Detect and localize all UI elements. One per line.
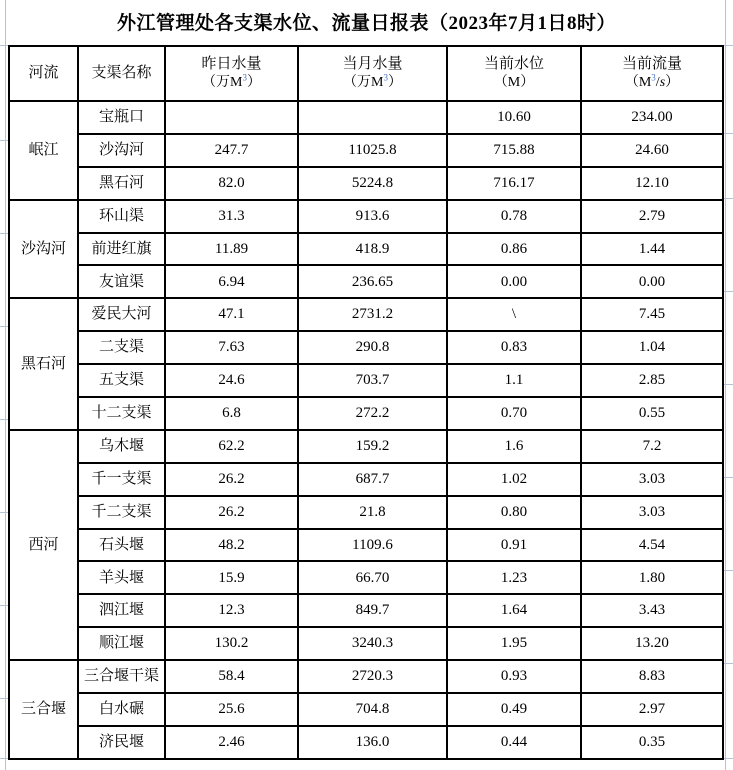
yesterday-volume-cell: 6.8 — [165, 397, 298, 430]
canal-name-cell: 羊头堰 — [78, 561, 165, 594]
table-row — [9, 167, 723, 200]
current-flow-cell: 1.04 — [581, 331, 723, 364]
table-row — [9, 200, 723, 233]
col-header-yesterday-volume: 昨日水量 （万$M^3$） — [165, 46, 298, 101]
table-row — [9, 561, 723, 594]
month-volume-cell: 913.6 — [298, 200, 447, 233]
current-level-cell: 1.1 — [447, 364, 581, 397]
water-report-table — [8, 45, 724, 760]
yesterday-volume-cell: 130.2 — [165, 627, 298, 660]
current-flow-cell: 0.00 — [581, 265, 723, 298]
sheet-gridline — [0, 419, 8, 420]
current-flow-cell: 3.03 — [581, 463, 723, 496]
sheet-gridline — [725, 0, 726, 770]
yesterday-volume-cell: 25.6 — [165, 693, 298, 726]
yesterday-volume-cell: 7.63 — [165, 331, 298, 364]
current-level-cell: 10.60 — [447, 101, 581, 134]
current-flow-cell: 0.55 — [581, 397, 723, 430]
yesterday-volume-cell: 82.0 — [165, 167, 298, 200]
river-cell: 西河 — [9, 430, 78, 660]
superscript-3: 3 — [383, 72, 388, 83]
canal-name-cell: 沙沟河 — [78, 134, 165, 167]
yesterday-volume-cell: 47.1 — [165, 298, 298, 331]
month-volume-cell: 3240.3 — [298, 627, 447, 660]
canal-name-cell: 济民堰 — [78, 726, 165, 759]
current-flow-cell: 3.43 — [581, 594, 723, 627]
table-row — [9, 627, 723, 660]
canal-name-cell: 乌木堰 — [78, 430, 165, 463]
yesterday-volume-cell: 12.3 — [165, 594, 298, 627]
canal-name-cell: 顺江堰 — [78, 627, 165, 660]
sheet-gridline — [0, 698, 8, 699]
col-header-current-flow: 当前流量 $(M^3/s)$ — [581, 46, 723, 101]
current-flow-cell: 2.85 — [581, 364, 723, 397]
current-flow-cell: 24.60 — [581, 134, 723, 167]
sheet-gridline — [0, 326, 8, 327]
table-row — [9, 726, 723, 759]
canal-name-cell: 爱民大河 — [78, 298, 165, 331]
current-flow-cell: 2.97 — [581, 693, 723, 726]
current-level-cell: 0.80 — [447, 496, 581, 529]
month-volume-cell — [298, 101, 447, 134]
table-row — [9, 693, 723, 726]
current-level-cell: 1.95 — [447, 627, 581, 660]
canal-name-cell: 宝瓶口 — [78, 101, 165, 134]
sheet-gridline — [0, 233, 8, 234]
canal-name-cell: 千二支渠 — [78, 496, 165, 529]
current-flow-cell: 1.80 — [581, 561, 723, 594]
sheet-gridline — [0, 605, 8, 606]
table-row — [9, 660, 723, 693]
current-flow-cell: 2.79 — [581, 200, 723, 233]
col-header-current-level: 当前水位 （M） — [447, 46, 581, 101]
current-level-cell: 0.86 — [447, 233, 581, 266]
river-cell: 三合堰 — [9, 660, 78, 759]
river-cell: 岷江 — [9, 101, 78, 200]
canal-name-cell: 白水碾 — [78, 693, 165, 726]
table-row — [9, 496, 723, 529]
month-volume-cell: 290.8 — [298, 331, 447, 364]
canal-name-cell: 十二支渠 — [78, 397, 165, 430]
table-row — [9, 134, 723, 167]
current-level-cell: 1.23 — [447, 561, 581, 594]
month-volume-cell: 703.7 — [298, 364, 447, 397]
current-level-cell: 716.17 — [447, 167, 581, 200]
month-volume-cell: 5224.8 — [298, 167, 447, 200]
table-row — [9, 430, 723, 463]
sheet-gridline — [0, 758, 8, 759]
current-level-cell: 1.64 — [447, 594, 581, 627]
current-level-cell: 0.44 — [447, 726, 581, 759]
month-volume-cell: 1109.6 — [298, 529, 447, 562]
table-row — [9, 331, 723, 364]
sheet-gridline — [0, 512, 8, 513]
month-volume-cell: 11025.8 — [298, 134, 447, 167]
yesterday-volume-cell: 48.2 — [165, 529, 298, 562]
month-volume-cell: 21.8 — [298, 496, 447, 529]
table-row — [9, 101, 723, 134]
table-row — [9, 233, 723, 266]
current-level-cell: 1.6 — [447, 430, 581, 463]
month-volume-cell: 849.7 — [298, 594, 447, 627]
current-level-cell: \ — [447, 298, 581, 331]
col-header-month-volume: 当月水量 （万$M^3$） — [298, 46, 447, 101]
yesterday-volume-cell: 24.6 — [165, 364, 298, 397]
month-volume-cell: 418.9 — [298, 233, 447, 266]
month-volume-cell: 236.65 — [298, 265, 447, 298]
yesterday-volume-cell: 15.9 — [165, 561, 298, 594]
current-level-cell: 0.78 — [447, 200, 581, 233]
yesterday-volume-cell: 247.7 — [165, 134, 298, 167]
canal-name-cell: 泗江堰 — [78, 594, 165, 627]
current-flow-cell: 3.03 — [581, 496, 723, 529]
river-cell: 黑石河 — [9, 298, 78, 430]
current-flow-cell: 4.54 — [581, 529, 723, 562]
canal-name-cell: 友谊渠 — [78, 265, 165, 298]
canal-name-cell: 三合堰干渠 — [78, 660, 165, 693]
current-level-cell: 0.70 — [447, 397, 581, 430]
month-volume-cell: 159.2 — [298, 430, 447, 463]
canal-name-cell: 环山渠 — [78, 200, 165, 233]
yesterday-volume-cell — [165, 101, 298, 134]
canal-name-cell: 黑石河 — [78, 167, 165, 200]
superscript-3: 3 — [242, 72, 247, 83]
current-flow-cell: 7.45 — [581, 298, 723, 331]
yesterday-volume-cell: 26.2 — [165, 496, 298, 529]
current-flow-cell: 1.44 — [581, 233, 723, 266]
sheet-gridline — [5, 0, 6, 770]
yesterday-volume-cell: 31.3 — [165, 200, 298, 233]
superscript-3: 3 — [651, 72, 656, 83]
current-level-cell: 0.93 — [447, 660, 581, 693]
current-flow-cell: 13.20 — [581, 627, 723, 660]
canal-name-cell: 前进红旗 — [78, 233, 165, 266]
table-header — [9, 46, 723, 101]
river-cell: 沙沟河 — [9, 200, 78, 299]
current-flow-cell: 234.00 — [581, 101, 723, 134]
table-row — [9, 594, 723, 627]
current-level-cell: 715.88 — [447, 134, 581, 167]
table-row — [9, 397, 723, 430]
canal-name-cell: 二支渠 — [78, 331, 165, 364]
report-title: 外江管理处各支渠水位、流量日报表（2023年7月1日8时） — [116, 13, 616, 34]
month-volume-cell: 66.70 — [298, 561, 447, 594]
col-header-river: 河流 — [9, 46, 78, 101]
canal-name-cell: 五支渠 — [78, 364, 165, 397]
col-header-canal: 支渠名称 — [78, 46, 165, 101]
table-row — [9, 265, 723, 298]
month-volume-cell: 2720.3 — [298, 660, 447, 693]
yesterday-volume-cell: 6.94 — [165, 265, 298, 298]
month-volume-cell: 704.8 — [298, 693, 447, 726]
current-level-cell: 0.49 — [447, 693, 581, 726]
month-volume-cell: 136.0 — [298, 726, 447, 759]
month-volume-cell: 687.7 — [298, 463, 447, 496]
current-flow-cell: 7.2 — [581, 430, 723, 463]
month-volume-cell: 272.2 — [298, 397, 447, 430]
current-flow-cell: 8.83 — [581, 660, 723, 693]
current-level-cell: 1.02 — [447, 463, 581, 496]
table-row — [9, 529, 723, 562]
table-row — [9, 298, 723, 331]
month-volume-cell: 2731.2 — [298, 298, 447, 331]
table-row — [9, 463, 723, 496]
yesterday-volume-cell: 11.89 — [165, 233, 298, 266]
yesterday-volume-cell: 58.4 — [165, 660, 298, 693]
current-level-cell: 0.91 — [447, 529, 581, 562]
canal-name-cell: 石头堰 — [78, 529, 165, 562]
yesterday-volume-cell: 2.46 — [165, 726, 298, 759]
sheet-gridline — [0, 140, 8, 141]
current-flow-cell: 0.35 — [581, 726, 723, 759]
sheet-gridline — [0, 45, 8, 46]
current-flow-cell: 12.10 — [581, 167, 723, 200]
current-level-cell: 0.83 — [447, 331, 581, 364]
table-row — [9, 364, 723, 397]
canal-name-cell: 千一支渠 — [78, 463, 165, 496]
yesterday-volume-cell: 26.2 — [165, 463, 298, 496]
current-level-cell: 0.00 — [447, 265, 581, 298]
table-body — [9, 101, 723, 759]
yesterday-volume-cell: 62.2 — [165, 430, 298, 463]
